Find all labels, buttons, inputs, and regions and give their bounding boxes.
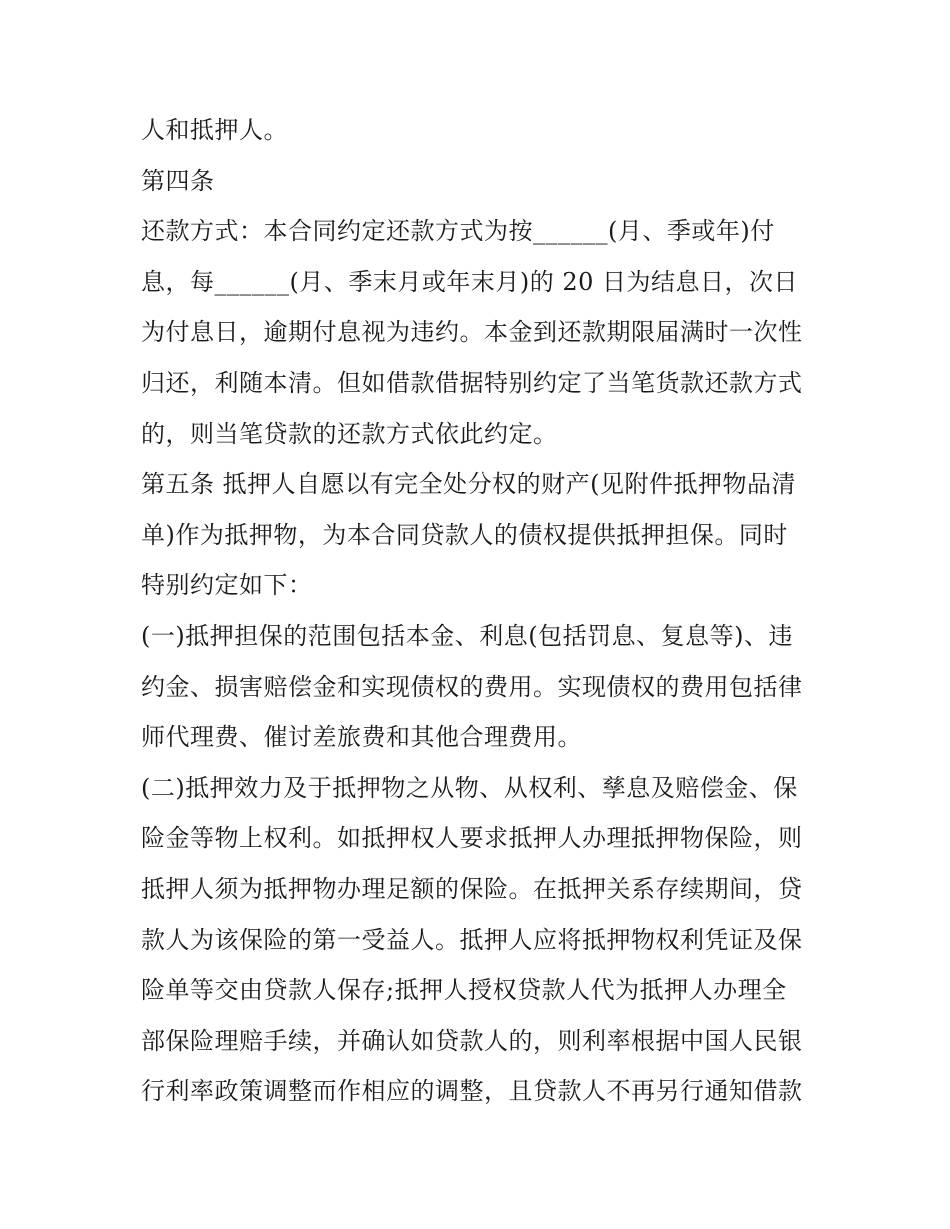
text-line: 单)作为抵押物，为本合同贷款人的债权提供抵押担保。同时: [141, 520, 788, 549]
text-line: 行利率政策调整而作相应的调整，且贷款人不再另行通知借款: [141, 1077, 803, 1106]
text-line: 人和抵押人。: [141, 116, 288, 144]
article-heading: 第四条: [141, 166, 215, 195]
text-line: 归还，利随本清。但如借款借据特别约定了当笔货款还款方式: [141, 368, 803, 397]
text-line: 约金、损害赔偿金和实现债权的费用。实现债权的费用包括律: [141, 672, 803, 701]
text-line: 部保险理赔手续，并确认如贷款人的，则利率根据中国人民银: [141, 1026, 803, 1055]
text-line: 息，每______(月、季末月或年末月)的 20 日为结息日，次日: [141, 267, 799, 296]
text-line: 还款方式：本合同约定还款方式为按______(月、季或年)付: [141, 217, 775, 246]
text-line: 的，则当笔贷款的还款方式依此约定。: [141, 419, 558, 448]
text-line: (一)抵押担保的范围包括本金、利息(包括罚息、复息等)、违: [141, 621, 793, 650]
document-body: [141, 105, 821, 1117]
text-line: 师代理费、催讨差旅费和其他合理费用。: [141, 723, 582, 752]
text-line: 险金等物上权利。如抵押权人要求抵押人办理抵押物保险，则: [141, 824, 803, 853]
text-line: 款人为该保险的第一受益人。抵押人应将抵押物权利凭证及保: [141, 925, 803, 954]
text-line: 为付息日，逾期付息视为违约。本金到还款期限届满时一次性: [141, 318, 803, 347]
text-line: 抵押人须为抵押物办理足额的保险。在抵押关系存续期间，贷: [141, 874, 803, 903]
text-line: 第五条 抵押人自愿以有完全处分权的财产(见附件抵押物品清: [141, 470, 796, 499]
text-line: 特别约定如下：: [141, 571, 313, 600]
text-line: (二)抵押效力及于抵押物之从物、从权利、孳息及赔偿金、保: [141, 773, 798, 802]
text-line: 险单等交由贷款人保存;抵押人授权贷款人代为抵押人办理全: [141, 976, 787, 1005]
